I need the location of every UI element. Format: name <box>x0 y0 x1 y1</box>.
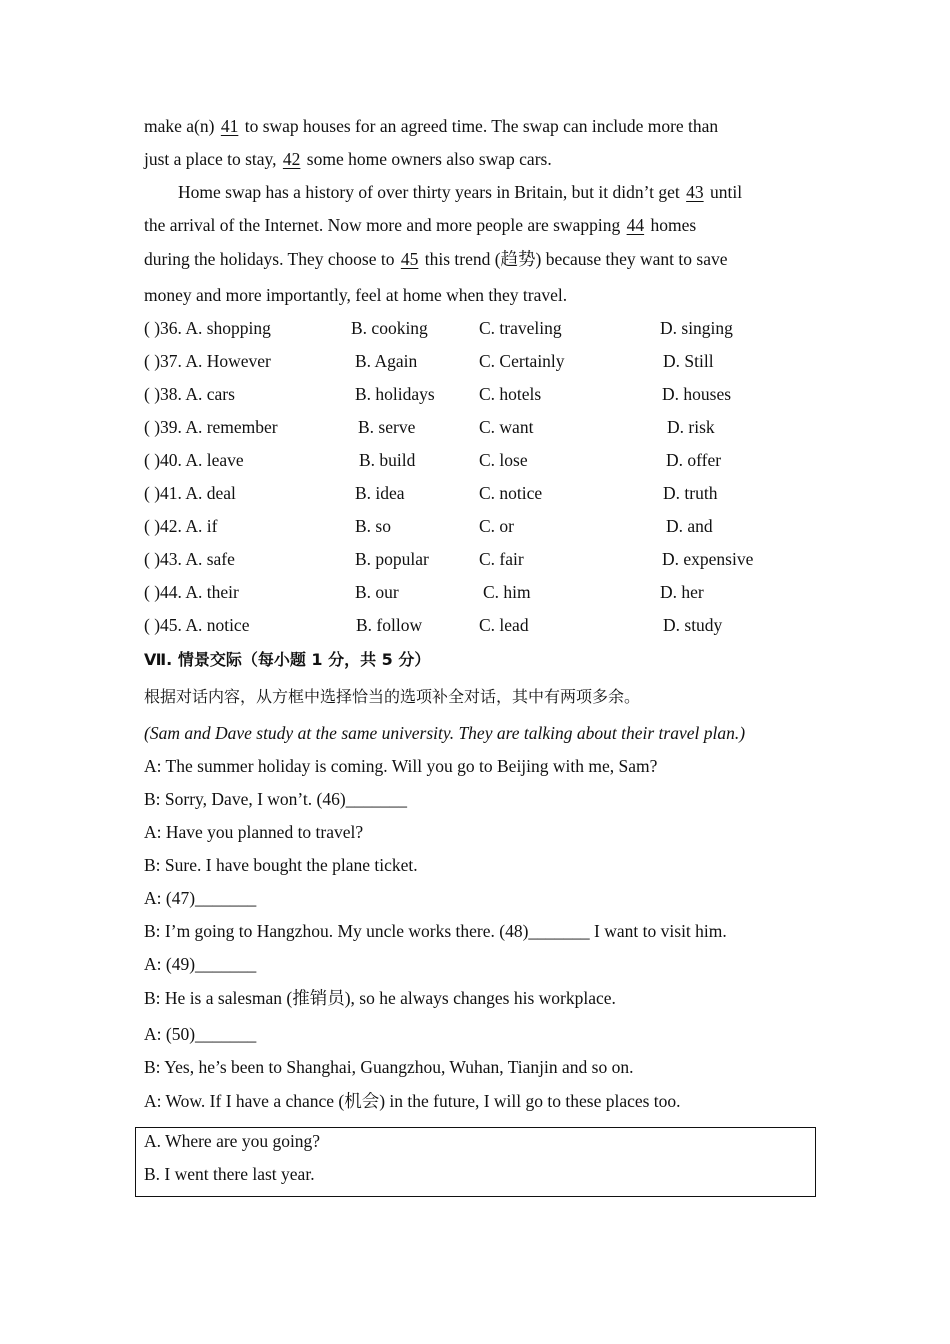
question-option-a: ( )43. A. safe <box>144 549 235 569</box>
question-row <box>144 419 844 439</box>
question-option-c: C. fair <box>479 549 524 569</box>
choice-option: B. I went there last year. <box>144 1164 315 1184</box>
question-option-d: D. study <box>663 615 723 635</box>
passage-line-6 <box>144 287 567 305</box>
question-option-a: ( )37. A. However <box>144 351 271 371</box>
question-option-b: B. serve <box>358 417 416 437</box>
dialogue-line: A: Wow. If I have a chance (机会) in the future, I will go to these places too. <box>144 1091 681 1111</box>
question-option-d: D. her <box>660 582 704 602</box>
question-option-a: ( )44. A. their <box>144 582 239 602</box>
question-option-c: C. traveling <box>479 318 562 338</box>
passage-text: to swap houses for an agreed time. The swap can include more than <box>240 116 719 136</box>
question-option-a: ( )39. A. remember <box>144 417 278 437</box>
dialogue-line: A: (47)_______ <box>144 888 257 908</box>
dialogue-line: A: The summer holiday is coming. Will you go to Beijing with me, Sam? <box>144 756 658 776</box>
question-option-c: C. notice <box>479 483 543 503</box>
question-option-d: D. expensive <box>662 549 754 569</box>
dialogue-line: B: I’m going to Hangzhou. My uncle works there. (48)_______ I want to visit him. <box>144 921 727 941</box>
dialogue-line: B: Sorry, Dave, I won’t. (46)_______ <box>144 789 407 809</box>
question-option-c: C. lead <box>479 615 529 635</box>
choice-option: A. Where are you going? <box>144 1131 321 1151</box>
question-option-d: D. and <box>666 516 713 536</box>
dialogue-line: A: (50)_______ <box>144 1024 257 1044</box>
passage-text: make a(n) <box>144 116 219 136</box>
question-row <box>144 485 844 505</box>
question-option-c: C. or <box>479 516 514 536</box>
dialogue-line: B: Sure. I have bought the plane ticket. <box>144 855 418 875</box>
question-row <box>144 518 844 538</box>
section-heading: Ⅶ. 情景交际（每小题 1 分，共 5 分） <box>144 650 431 669</box>
question-row <box>144 320 844 340</box>
passage-text: the arrival of the Internet. Now more and more people are swapping <box>144 215 625 235</box>
passage-text: just a place to stay, <box>144 149 281 169</box>
question-row <box>144 386 844 406</box>
question-row <box>144 617 844 637</box>
question-option-a: ( )36. A. shopping <box>144 318 271 338</box>
question-option-c: C. him <box>483 582 531 602</box>
question-option-b: B. holidays <box>355 384 435 404</box>
question-option-a: ( )40. A. leave <box>144 450 244 470</box>
dialogue-line: A: (49)_______ <box>144 954 257 974</box>
blank-45: 45 <box>400 249 419 269</box>
passage-text: until <box>705 182 743 202</box>
question-option-b: B. Again <box>355 351 418 371</box>
question-option-d: D. singing <box>660 318 733 338</box>
question-row <box>144 452 844 472</box>
question-option-d: D. risk <box>667 417 715 437</box>
blank-44: 44 <box>626 215 645 235</box>
question-option-c: C. lose <box>479 450 528 470</box>
question-option-a: ( )45. A. notice <box>144 615 250 635</box>
question-option-d: D. Still <box>663 351 714 371</box>
passage-line-1 <box>144 118 718 136</box>
question-option-d: D. houses <box>662 384 732 404</box>
passage-text: Home swap has a history of over thirty years in Britain, but it didn’t get <box>178 182 685 202</box>
passage-line-5 <box>144 251 727 269</box>
question-option-b: B. build <box>359 450 416 470</box>
question-option-a: ( )42. A. if <box>144 516 218 536</box>
blank-41: 41 <box>220 116 239 136</box>
question-option-d: D. offer <box>666 450 722 470</box>
question-option-a: ( )38. A. cars <box>144 384 235 404</box>
choices-box <box>135 1127 816 1197</box>
passage-line-3 <box>178 184 742 202</box>
dialogue-line: A: Have you planned to travel? <box>144 822 364 842</box>
passage-text: this trend (趋势) because they want to save <box>420 249 728 269</box>
question-option-d: D. truth <box>663 483 718 503</box>
passage-line-4 <box>144 217 696 235</box>
question-option-a: ( )41. A. deal <box>144 483 236 503</box>
question-option-b: B. popular <box>355 549 429 569</box>
question-row <box>144 353 844 373</box>
question-option-b: B. our <box>355 582 399 602</box>
blank-42: 42 <box>282 149 301 169</box>
section-instruction: 根据对话内容，从方框中选择恰当的选项补全对话，其中有两项多余。 <box>144 687 641 706</box>
question-option-b: B. idea <box>355 483 405 503</box>
question-option-c: C. hotels <box>479 384 542 404</box>
question-option-c: C. Certainly <box>479 351 565 371</box>
blank-43: 43 <box>686 182 704 202</box>
dialogue-context: (Sam and Dave study at the same university. They are talking about their travel plan.) <box>144 723 746 743</box>
question-option-b: B. cooking <box>351 318 428 338</box>
question-option-c: C. want <box>479 417 534 437</box>
dialogue-line: B: Yes, he’s been to Shanghai, Guangzhou, Wuhan, Tianjin and so on. <box>144 1057 634 1077</box>
question-row <box>144 584 844 604</box>
passage-text: money and more importantly, feel at home when they travel. <box>144 285 568 305</box>
question-option-b: B. so <box>355 516 391 536</box>
question-option-b: B. follow <box>356 615 423 635</box>
question-row <box>144 551 844 571</box>
passage-text: homes <box>646 215 697 235</box>
passage-text: some home owners also swap cars. <box>302 149 552 169</box>
dialogue-line: B: He is a salesman (推销员), so he always changes his workplace. <box>144 988 616 1008</box>
passage-text: during the holidays. They choose to <box>144 249 399 269</box>
passage-line-2 <box>144 151 552 169</box>
